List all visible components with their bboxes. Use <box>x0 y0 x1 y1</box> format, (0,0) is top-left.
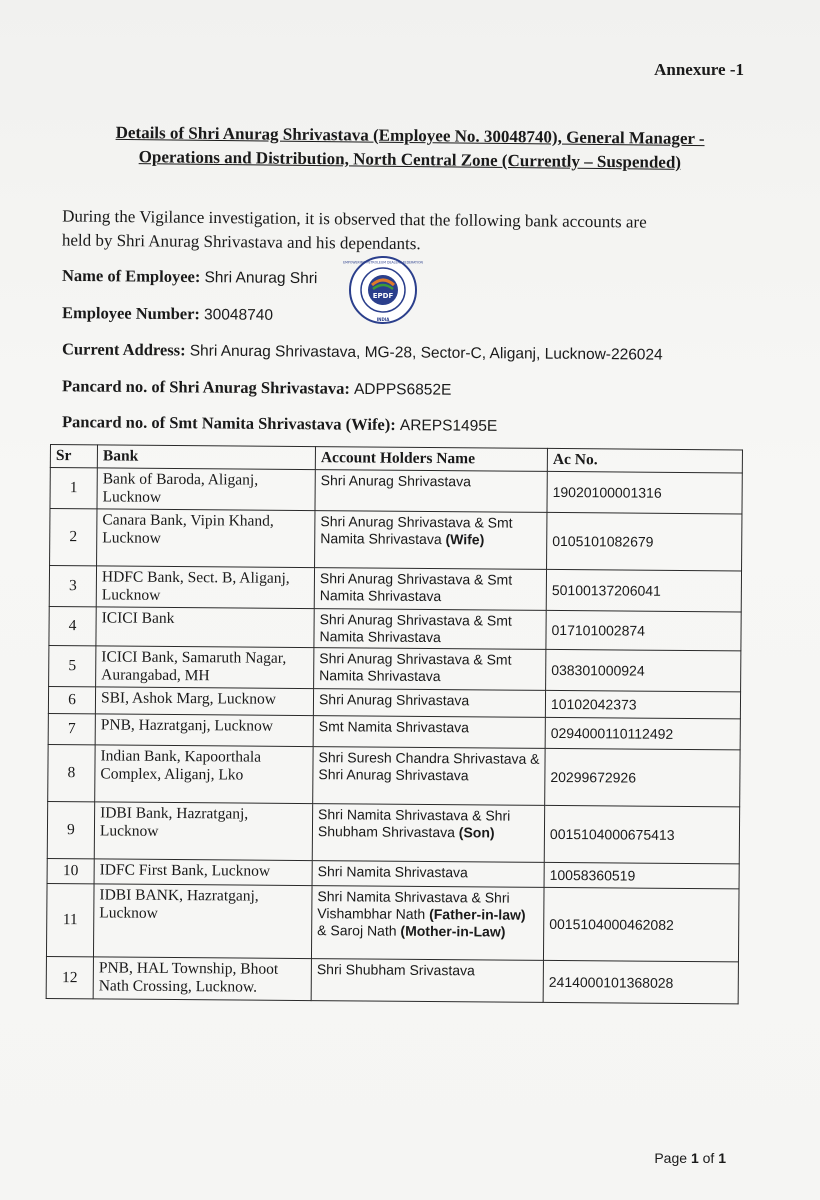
cell-account-number: 0105101082679 <box>547 512 742 571</box>
holder-name: Shri Namita Shrivastava & Shri Shubham Shrivastava <box>317 806 511 841</box>
bank-accounts-table <box>46 444 743 1004</box>
heading-line-1: Details of Shri Anurag Shrivastava (Employee No. 30048740), General Manager - <box>115 122 705 149</box>
table-row <box>49 606 741 650</box>
cell-sr: 3 <box>49 566 96 607</box>
header-account-holders: Account Holders Name <box>315 447 547 472</box>
holder-relation: (Son) <box>458 824 495 841</box>
seal-bottom-text: INDIA <box>376 317 390 322</box>
header-sr: Sr <box>50 445 97 468</box>
cell-account-number: 2414000101368028 <box>543 960 738 1004</box>
table-row <box>46 956 738 1003</box>
cell-account-holders <box>315 511 547 570</box>
cell-sr: 4 <box>49 606 96 645</box>
cell-account-holders <box>314 568 546 611</box>
cell-sr: 8 <box>48 744 95 801</box>
cell-account-holders <box>313 689 545 718</box>
document-heading <box>60 120 760 175</box>
table-row <box>48 744 740 806</box>
pancard-wife-label: Pancard no. of Smt Namita Shrivastava (Wife): <box>61 412 396 435</box>
page-prefix: Page <box>654 1150 688 1166</box>
cell-bank: Indian Bank, Kapoorthala Complex, Aliganj, Lko <box>95 745 313 804</box>
holder-name: Shri Namita Shrivastava & Shri Vishambhar Nath <box>317 888 510 922</box>
cell-account-number: 0015104000462082 <box>543 887 739 962</box>
holder-name: Shri Anurag Shrivastava & Smt Namita Shrivastava <box>319 570 513 605</box>
cell-account-holders <box>312 861 544 888</box>
cell-account-number: 19020100001316 <box>547 471 742 514</box>
cell-account-number: 0015104000675413 <box>544 805 739 864</box>
annexure-label: Annexure -1 <box>654 60 744 79</box>
current-address-label: Current Address: <box>61 339 186 360</box>
holder-name: Shri Suresh Chandra Shrivastava & Shri Anurag Shrivastava <box>318 749 540 784</box>
employee-number-label: Employee Number: <box>61 303 201 324</box>
page-of: of <box>702 1150 715 1166</box>
cell-sr: 10 <box>47 858 94 883</box>
pancard-employee-field <box>62 376 452 399</box>
cell-sr: 5 <box>49 645 96 686</box>
page-current: 1 <box>690 1150 699 1166</box>
cell-account-number: 0294000110112492 <box>545 717 740 750</box>
cell-account-holders <box>313 747 545 806</box>
current-address-field <box>62 339 663 364</box>
pancard-employee-label: Pancard no. of Shri Anurag Shrivastava: <box>61 376 350 398</box>
holder-name: Shri Anurag Shrivastava <box>320 472 471 490</box>
cell-bank: IDFC First Bank, Lucknow <box>94 859 312 886</box>
employee-name-field <box>62 266 318 288</box>
cell-bank: PNB, Hazratganj, Lucknow <box>95 714 313 747</box>
employee-number-value: 30048740 <box>203 306 274 324</box>
cell-bank: Canara Bank, Vipin Khand, Lucknow <box>97 509 315 568</box>
table-row <box>46 883 739 961</box>
intro-paragraph <box>62 204 742 259</box>
table-row <box>49 566 741 612</box>
page-total: 1 <box>718 1150 726 1166</box>
seal-top-text: EMPOWERING PETROLEUM DEALERS FEDERATION <box>343 260 423 265</box>
holder-name: Smt Namita Shrivastava <box>318 718 470 736</box>
cell-bank: HDFC Bank, Sect. B, Aliganj, Lucknow <box>96 566 314 609</box>
cell-bank: PNB, HAL Township, Bhoot Nath Crossing, Lucknow. <box>93 957 311 1001</box>
current-address-value: Shri Anurag Shrivastava, MG-28, Sector-C, Aliganj, Lucknow-226024 <box>189 342 663 364</box>
pancard-employee-value: ADPPS6852E <box>353 380 452 399</box>
employee-name-label: Name of Employee: <box>61 265 201 287</box>
seal-center-text: EPDF <box>372 292 394 300</box>
table-row <box>47 801 739 863</box>
intro-line-2: held by Shri Anurag Shrivastava and his dependants. <box>61 230 421 254</box>
header-account-number: Ac No. <box>547 448 742 473</box>
cell-sr: 6 <box>48 686 95 713</box>
cell-account-holders <box>311 959 543 1003</box>
holder-name: Shri Shubham Srivastava <box>316 961 475 979</box>
holder-relation: (Father-in-law) <box>429 905 526 923</box>
cell-account-number: 017101002874 <box>546 610 741 651</box>
cell-sr: 1 <box>50 468 97 509</box>
cell-bank: Bank of Baroda, Aliganj, Lucknow <box>97 468 315 511</box>
holder-relation-extra: (Mother-in-Law) <box>400 922 506 940</box>
cell-sr: 12 <box>46 956 93 998</box>
cell-account-holders <box>312 804 544 863</box>
cell-account-number: 20299672926 <box>545 748 740 807</box>
cell-account-number: 038301000924 <box>546 649 741 692</box>
cell-sr: 11 <box>46 883 94 956</box>
cell-account-holders <box>315 470 547 513</box>
cell-bank: ICICI Bank <box>96 607 314 648</box>
cell-bank: SBI, Ashok Marg, Lucknow <box>95 687 313 716</box>
table-row <box>49 645 741 691</box>
cell-account-number: 10102042373 <box>545 690 740 719</box>
cell-sr: 2 <box>50 509 97 566</box>
cell-bank: ICICI Bank, Samaruth Nagar, Aurangabad, MH <box>96 646 314 689</box>
table-row <box>50 468 742 514</box>
cell-bank: IDBI BANK, Hazratganj, Lucknow <box>93 884 312 959</box>
holder-name: Shri Anurag Shrivastava & Smt Namita Shrivastava <box>319 611 512 646</box>
holder-name-extra: & Saroj Nath <box>317 922 397 939</box>
holder-name: Shri Anurag Shrivastava & Smt Namita Shrivastava <box>319 650 512 685</box>
employee-name-value: Shri Anurag Shri <box>204 269 318 288</box>
holder-name: Shri Anurag Shrivastava & Smt Namita Shrivastava <box>320 513 513 548</box>
cell-account-number: 50100137206041 <box>546 569 741 612</box>
pancard-wife-value: AREPS1495E <box>399 417 498 435</box>
table-row <box>50 509 742 571</box>
intro-line-1: During the Vigilance investigation, it is observed that the following bank accounts are <box>62 206 647 232</box>
cell-account-number: 10058360519 <box>544 862 739 889</box>
holder-name: Shri Namita Shrivastava <box>317 863 468 881</box>
holder-name: Shri Anurag Shrivastava <box>318 691 470 709</box>
heading-line-2: Operations and Distribution, North Central Zone (Currently – Suspended) <box>138 147 682 172</box>
cell-account-holders <box>314 609 546 650</box>
pancard-wife-field <box>62 412 497 436</box>
cell-account-holders <box>313 716 545 749</box>
cell-account-holders <box>314 648 546 691</box>
holder-relation: (Wife) <box>445 531 485 548</box>
cell-sr: 9 <box>47 801 94 858</box>
header-bank: Bank <box>97 445 315 470</box>
epdf-seal-logo <box>343 255 423 325</box>
cell-sr: 7 <box>48 713 95 744</box>
cell-account-holders <box>311 886 544 961</box>
cell-bank: IDBI Bank, Hazratganj, Lucknow <box>94 802 312 861</box>
page-number <box>654 1150 726 1166</box>
employee-number-field <box>62 303 273 325</box>
